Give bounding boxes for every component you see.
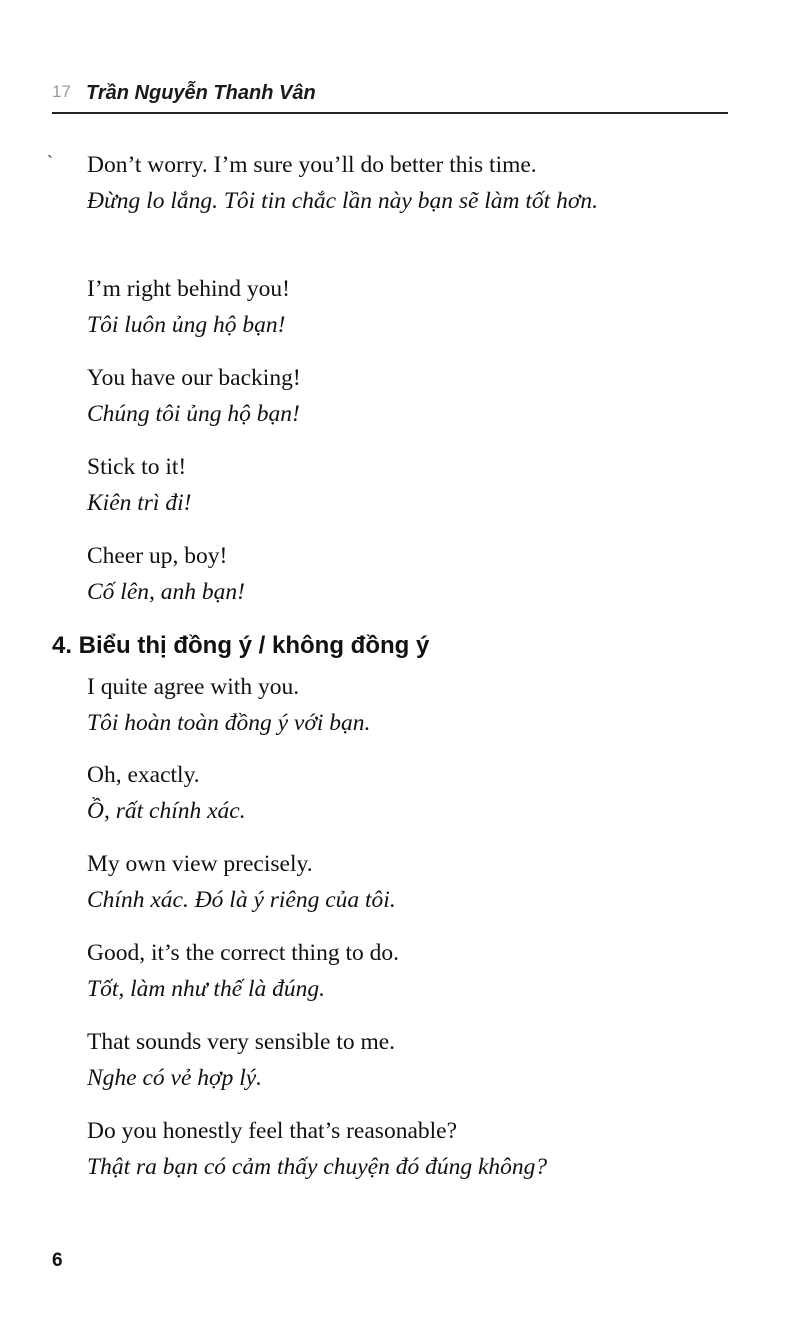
phrase-english: Good, it’s the correct thing to do.: [87, 940, 399, 966]
phrase-vietnamese: Chúng tôi ủng hộ bạn!: [87, 401, 300, 427]
phrase-entry: [87, 360, 729, 432]
phrase-english: My own view precisely.: [87, 851, 313, 877]
phrase-vietnamese: Tôi luôn ủng hộ bạn!: [87, 312, 286, 338]
phrase-entry: [87, 935, 729, 1007]
phrase-english: Do you honestly feel that’s reasonable?: [87, 1118, 458, 1144]
phrase-vietnamese: Chính xác. Đó là ý riêng của tôi.: [87, 887, 396, 913]
phrase-entry: [87, 846, 729, 918]
phrase-entry: [87, 147, 729, 219]
stray-mark: ˋ: [47, 152, 53, 172]
header-page-mark: 17: [52, 82, 71, 101]
phrase-english: Cheer up, boy!: [87, 543, 228, 569]
phrase-entry: [87, 538, 729, 610]
phrase-entry: [87, 1113, 729, 1185]
section-heading: 4. Biểu thị đồng ý / không đồng ý: [52, 632, 430, 659]
phrase-vietnamese: Kiên trì đi!: [87, 490, 192, 516]
phrase-english: I quite agree with you.: [87, 674, 300, 700]
phrase-english: Don’t worry. I’m sure you’ll do better this time.: [87, 152, 537, 178]
phrase-entry: [87, 271, 729, 343]
phrase-vietnamese: Cố lên, anh bạn!: [87, 579, 245, 605]
phrase-vietnamese: Nghe có vẻ hợp lý.: [87, 1065, 263, 1091]
phrase-vietnamese: Thật ra bạn có cảm thấy chuyện đó đúng không?: [87, 1154, 548, 1180]
phrase-english: You have our backing!: [87, 365, 301, 391]
phrase-english: That sounds very sensible to me.: [87, 1029, 396, 1055]
phrase-vietnamese: Tốt, làm như thế là đúng.: [87, 976, 326, 1002]
phrase-entry: [87, 1024, 729, 1096]
phrase-vietnamese: Ồ, rất chính xác.: [87, 798, 246, 824]
header-rule: [52, 112, 728, 114]
phrase-entry: [87, 669, 729, 741]
phrase-english: Oh, exactly.: [87, 762, 200, 788]
phrase-vietnamese: Đừng lo lắng. Tôi tin chắc lần này bạn sẽ làm tốt hơn.: [87, 188, 598, 214]
header-author: Trần Nguyễn Thanh Vân: [86, 82, 316, 104]
page-number: 6: [52, 1250, 63, 1271]
phrase-entry: [87, 757, 729, 829]
running-header: [52, 80, 728, 110]
phrase-english: I’m right behind you!: [87, 276, 290, 302]
phrase-entry: [87, 449, 729, 521]
phrase-vietnamese: Tôi hoàn toàn đồng ý với bạn.: [87, 710, 371, 736]
phrase-english: Stick to it!: [87, 454, 187, 480]
